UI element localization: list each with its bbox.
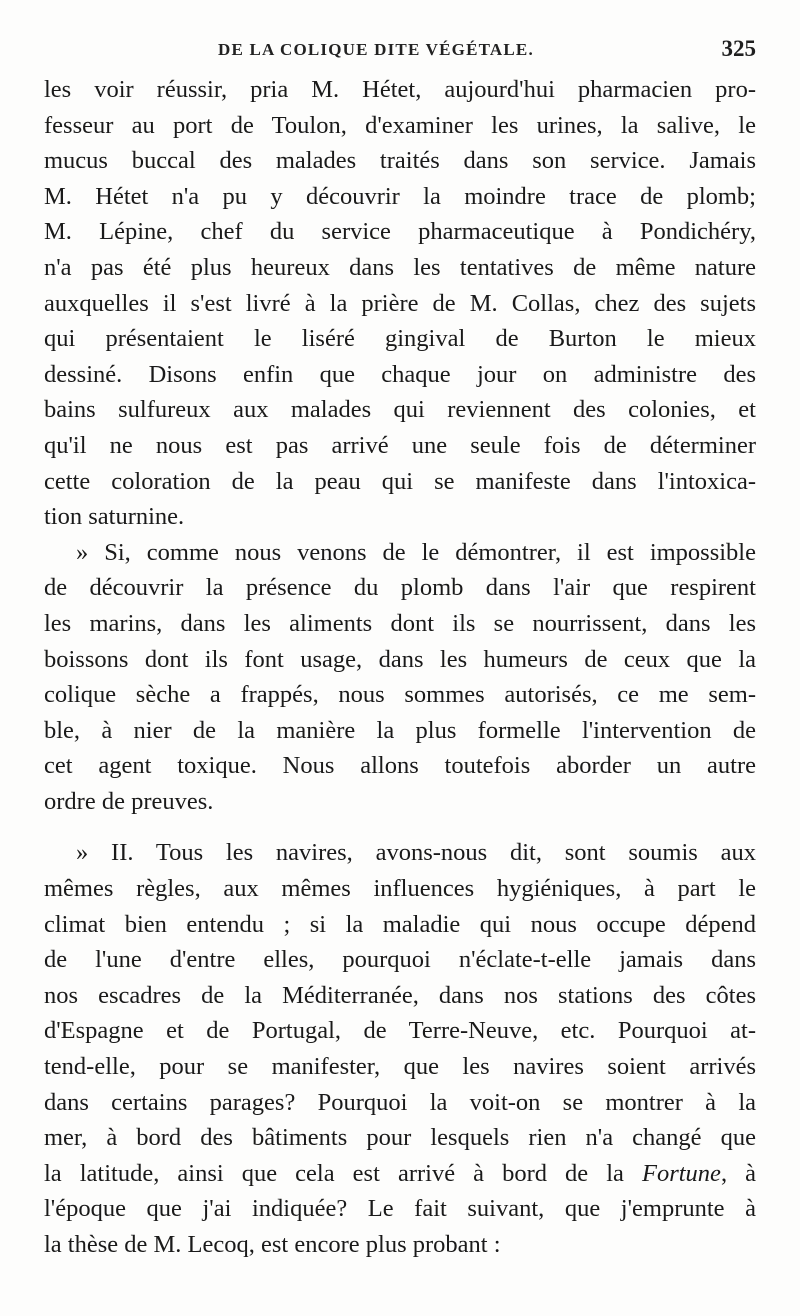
text-line: mucus buccal des malades traités dans son service. Jamais	[44, 147, 756, 175]
text-line: colique sèche a frappés, nous sommes autorisés, ce me sem-	[44, 681, 756, 709]
text-line: bains sulfureux aux malades qui reviennent des colonies, et	[44, 396, 756, 424]
text-line: les marins, dans les aliments dont ils se nourrissent, dans les	[44, 609, 756, 637]
body-text	[44, 72, 756, 1263]
text-line: n'a pas été plus heureux dans les tentatives de même nature	[44, 253, 756, 281]
text-line: » Si, comme nous venons de le démontrer, il est impossible	[76, 538, 756, 566]
text-line: les voir réussir, pria M. Hétet, aujourd'hui pharmacien pro-	[44, 76, 756, 103]
paragraph-3	[44, 835, 756, 1262]
text-line: l'époque que j'ai indiquée? Le fait suivant, que j'emprunte à	[44, 1195, 756, 1223]
text-line: de l'une d'entre elles, pourquoi n'éclate-t-elle jamais dans	[44, 946, 756, 974]
text-line: la thèse de M. Lecoq, est encore plus probant :	[44, 1231, 501, 1258]
text-fragment: la latitude, ainsi que cela est arrivé à bord de la	[44, 1159, 642, 1187]
text-line: M. Hétet n'a pu y découvrir la moindre trace de plomb;	[44, 182, 756, 210]
text-line: fesseur au port de Toulon, d'examiner les urines, la salive, le	[44, 111, 756, 139]
ship-name-italic: Fortune	[642, 1159, 721, 1187]
paragraph-spacer	[44, 819, 756, 835]
text-line: mêmes règles, aux mêmes influences hygiéniques, à part le	[44, 875, 756, 903]
text-line-with-italic	[44, 1156, 756, 1192]
text-line: ordre de preuves.	[44, 787, 214, 815]
page-header	[44, 38, 756, 68]
text-line: mer, à bord des bâtiments pour lesquels rien n'a changé que	[44, 1124, 756, 1152]
text-line: boissons dont ils font usage, dans les humeurs de ceux que la	[44, 645, 756, 673]
text-line: auxquelles il s'est livré à la prière de M. Collas, chez des sujets	[44, 289, 756, 317]
paragraph-1	[44, 72, 756, 535]
text-line: cet agent toxique. Nous allons toutefois aborder un autre	[44, 752, 756, 780]
running-title: DE LA COLIQUE DITE VÉGÉTALE.	[218, 40, 534, 59]
text-line: climat bien entendu ; si la maladie qui nous occupe dépend	[44, 910, 756, 938]
text-fragment: , à	[720, 1159, 757, 1187]
text-line: tion saturnine.	[44, 503, 185, 531]
text-line: de découvrir la présence du plomb dans l'air que respirent	[44, 574, 756, 602]
text-line: nos escadres de la Méditerranée, dans nos stations des côtes	[44, 981, 756, 1009]
paragraph-2	[44, 535, 756, 820]
text-line: cette coloration de la peau qui se manifeste dans l'intoxica-	[44, 467, 756, 495]
page-number: 325	[721, 36, 756, 61]
text-line: qu'il ne nous est pas arrivé une seule fois de déterminer	[44, 431, 756, 459]
text-line: » II. Tous les navires, avons-nous dit, sont soumis aux	[76, 839, 756, 867]
text-line: tend-elle, pour se manifester, que les navires soient arrivés	[44, 1053, 756, 1081]
text-line: qui présentaient le liséré gingival de Burton le mieux	[44, 325, 756, 353]
text-line: M. Lépine, chef du service pharmaceutique à Pondichéry,	[44, 218, 756, 246]
text-line: dessiné. Disons enfin que chaque jour on administre des	[44, 360, 756, 388]
text-line: ble, à nier de la manière la plus formelle l'intervention de	[44, 716, 756, 744]
text-line: dans certains parages? Pourquoi la voit-on se montrer à la	[44, 1088, 756, 1116]
text-line: d'Espagne et de Portugal, de Terre-Neuve, etc. Pourquoi at-	[44, 1017, 756, 1045]
